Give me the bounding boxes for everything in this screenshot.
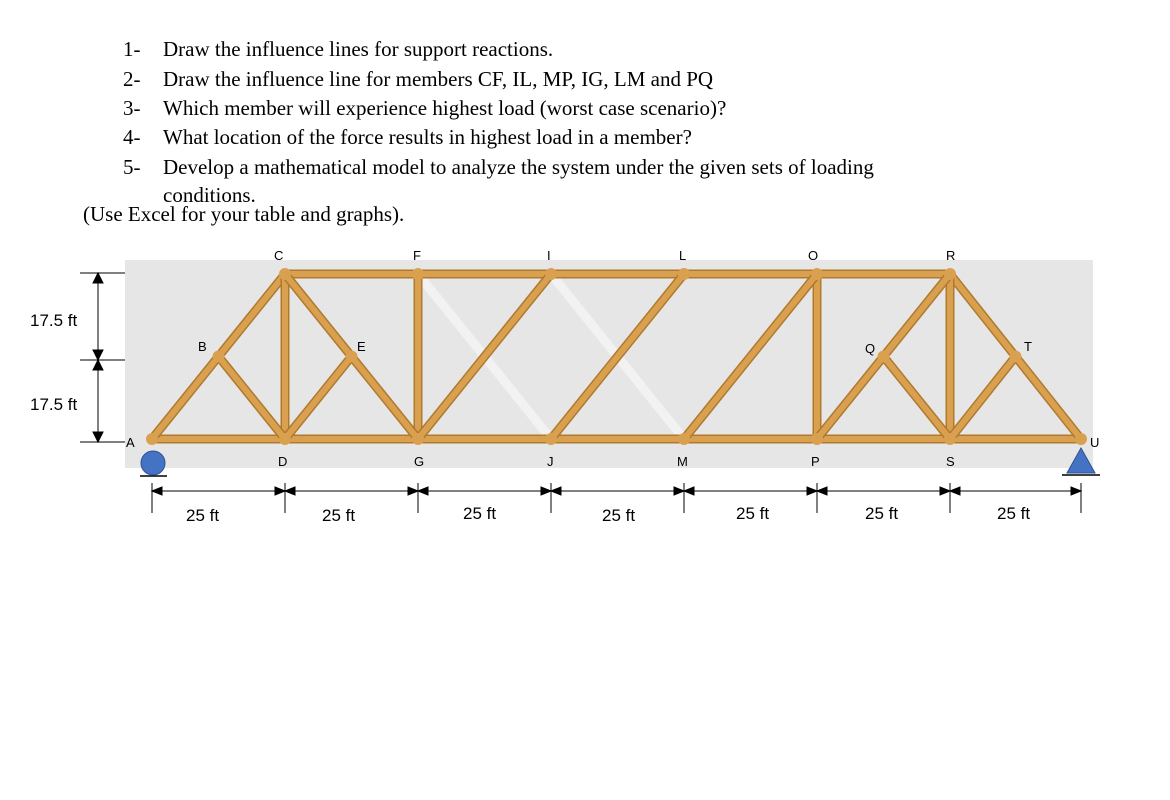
node-label-m: M bbox=[677, 454, 688, 469]
node-label-l: L bbox=[679, 248, 687, 263]
truss-diagram bbox=[0, 240, 1170, 540]
node-label-i: I bbox=[547, 248, 551, 263]
question-text: Draw the influence lines for support reactions. bbox=[163, 37, 554, 61]
joint-m bbox=[678, 433, 690, 445]
joint-s bbox=[944, 433, 956, 445]
node-label-g: G bbox=[414, 454, 425, 469]
node-label-p: P bbox=[811, 454, 820, 469]
joint-a bbox=[146, 433, 158, 445]
joint-u bbox=[1075, 433, 1087, 445]
question-text: What location of the force results in highest load in a member? bbox=[163, 125, 692, 149]
joint-b bbox=[213, 351, 225, 363]
node-label-q: Q bbox=[865, 341, 876, 356]
span-label-5: 25 ft bbox=[736, 504, 770, 523]
height-label-upper: 17.5 ft bbox=[30, 311, 78, 330]
node-label-o: O bbox=[808, 248, 819, 263]
joint-i bbox=[545, 268, 557, 280]
pin-support-icon bbox=[141, 451, 165, 475]
joint-l bbox=[678, 268, 690, 280]
question-text: Draw the influence line for members CF, IL, MP, IG, LM and PQ bbox=[163, 67, 714, 91]
joint-c bbox=[279, 268, 291, 280]
excel-note: (Use Excel for your table and graphs). bbox=[83, 202, 405, 226]
question-number: 5- bbox=[123, 155, 141, 179]
node-label-d: D bbox=[278, 454, 288, 469]
question-number: 1- bbox=[123, 37, 141, 61]
joint-d bbox=[279, 433, 291, 445]
question-number: 2- bbox=[123, 67, 141, 91]
node-label-f: F bbox=[413, 248, 421, 263]
node-label-t: T bbox=[1024, 339, 1032, 354]
joint-t bbox=[1010, 351, 1022, 363]
span-label-3: 25 ft bbox=[463, 504, 497, 523]
node-label-u: U bbox=[1090, 435, 1100, 450]
joint-f bbox=[412, 268, 424, 280]
question-number: 3- bbox=[123, 96, 141, 120]
node-label-s: S bbox=[946, 454, 955, 469]
node-label-e: E bbox=[357, 339, 366, 354]
joint-e bbox=[346, 351, 358, 363]
node-label-c: C bbox=[274, 248, 284, 263]
height-label-lower: 17.5 ft bbox=[30, 395, 78, 414]
joint-q bbox=[878, 351, 890, 363]
question-text: Which member will experience highest load (worst case scenario)? bbox=[163, 96, 727, 120]
node-label-b: B bbox=[198, 339, 207, 354]
node-label-j: J bbox=[547, 454, 554, 469]
node-label-a: A bbox=[126, 435, 135, 450]
joint-r bbox=[944, 268, 956, 280]
span-label-7: 25 ft bbox=[997, 504, 1031, 523]
question-number: 4- bbox=[123, 125, 141, 149]
span-label-2: 25 ft bbox=[322, 506, 356, 525]
joint-p bbox=[811, 433, 823, 445]
joint-o bbox=[811, 268, 823, 280]
question-text: conditions. bbox=[163, 183, 256, 207]
question-text: Develop a mathematical model to analyze the system under the given sets of loading bbox=[163, 155, 874, 179]
span-label-4: 25 ft bbox=[602, 506, 636, 525]
question-list bbox=[0, 0, 1170, 240]
node-label-r: R bbox=[946, 248, 956, 263]
joint-g bbox=[412, 433, 424, 445]
joint-j bbox=[545, 433, 557, 445]
span-label-1: 25 ft bbox=[186, 506, 220, 525]
span-label-6: 25 ft bbox=[865, 504, 899, 523]
